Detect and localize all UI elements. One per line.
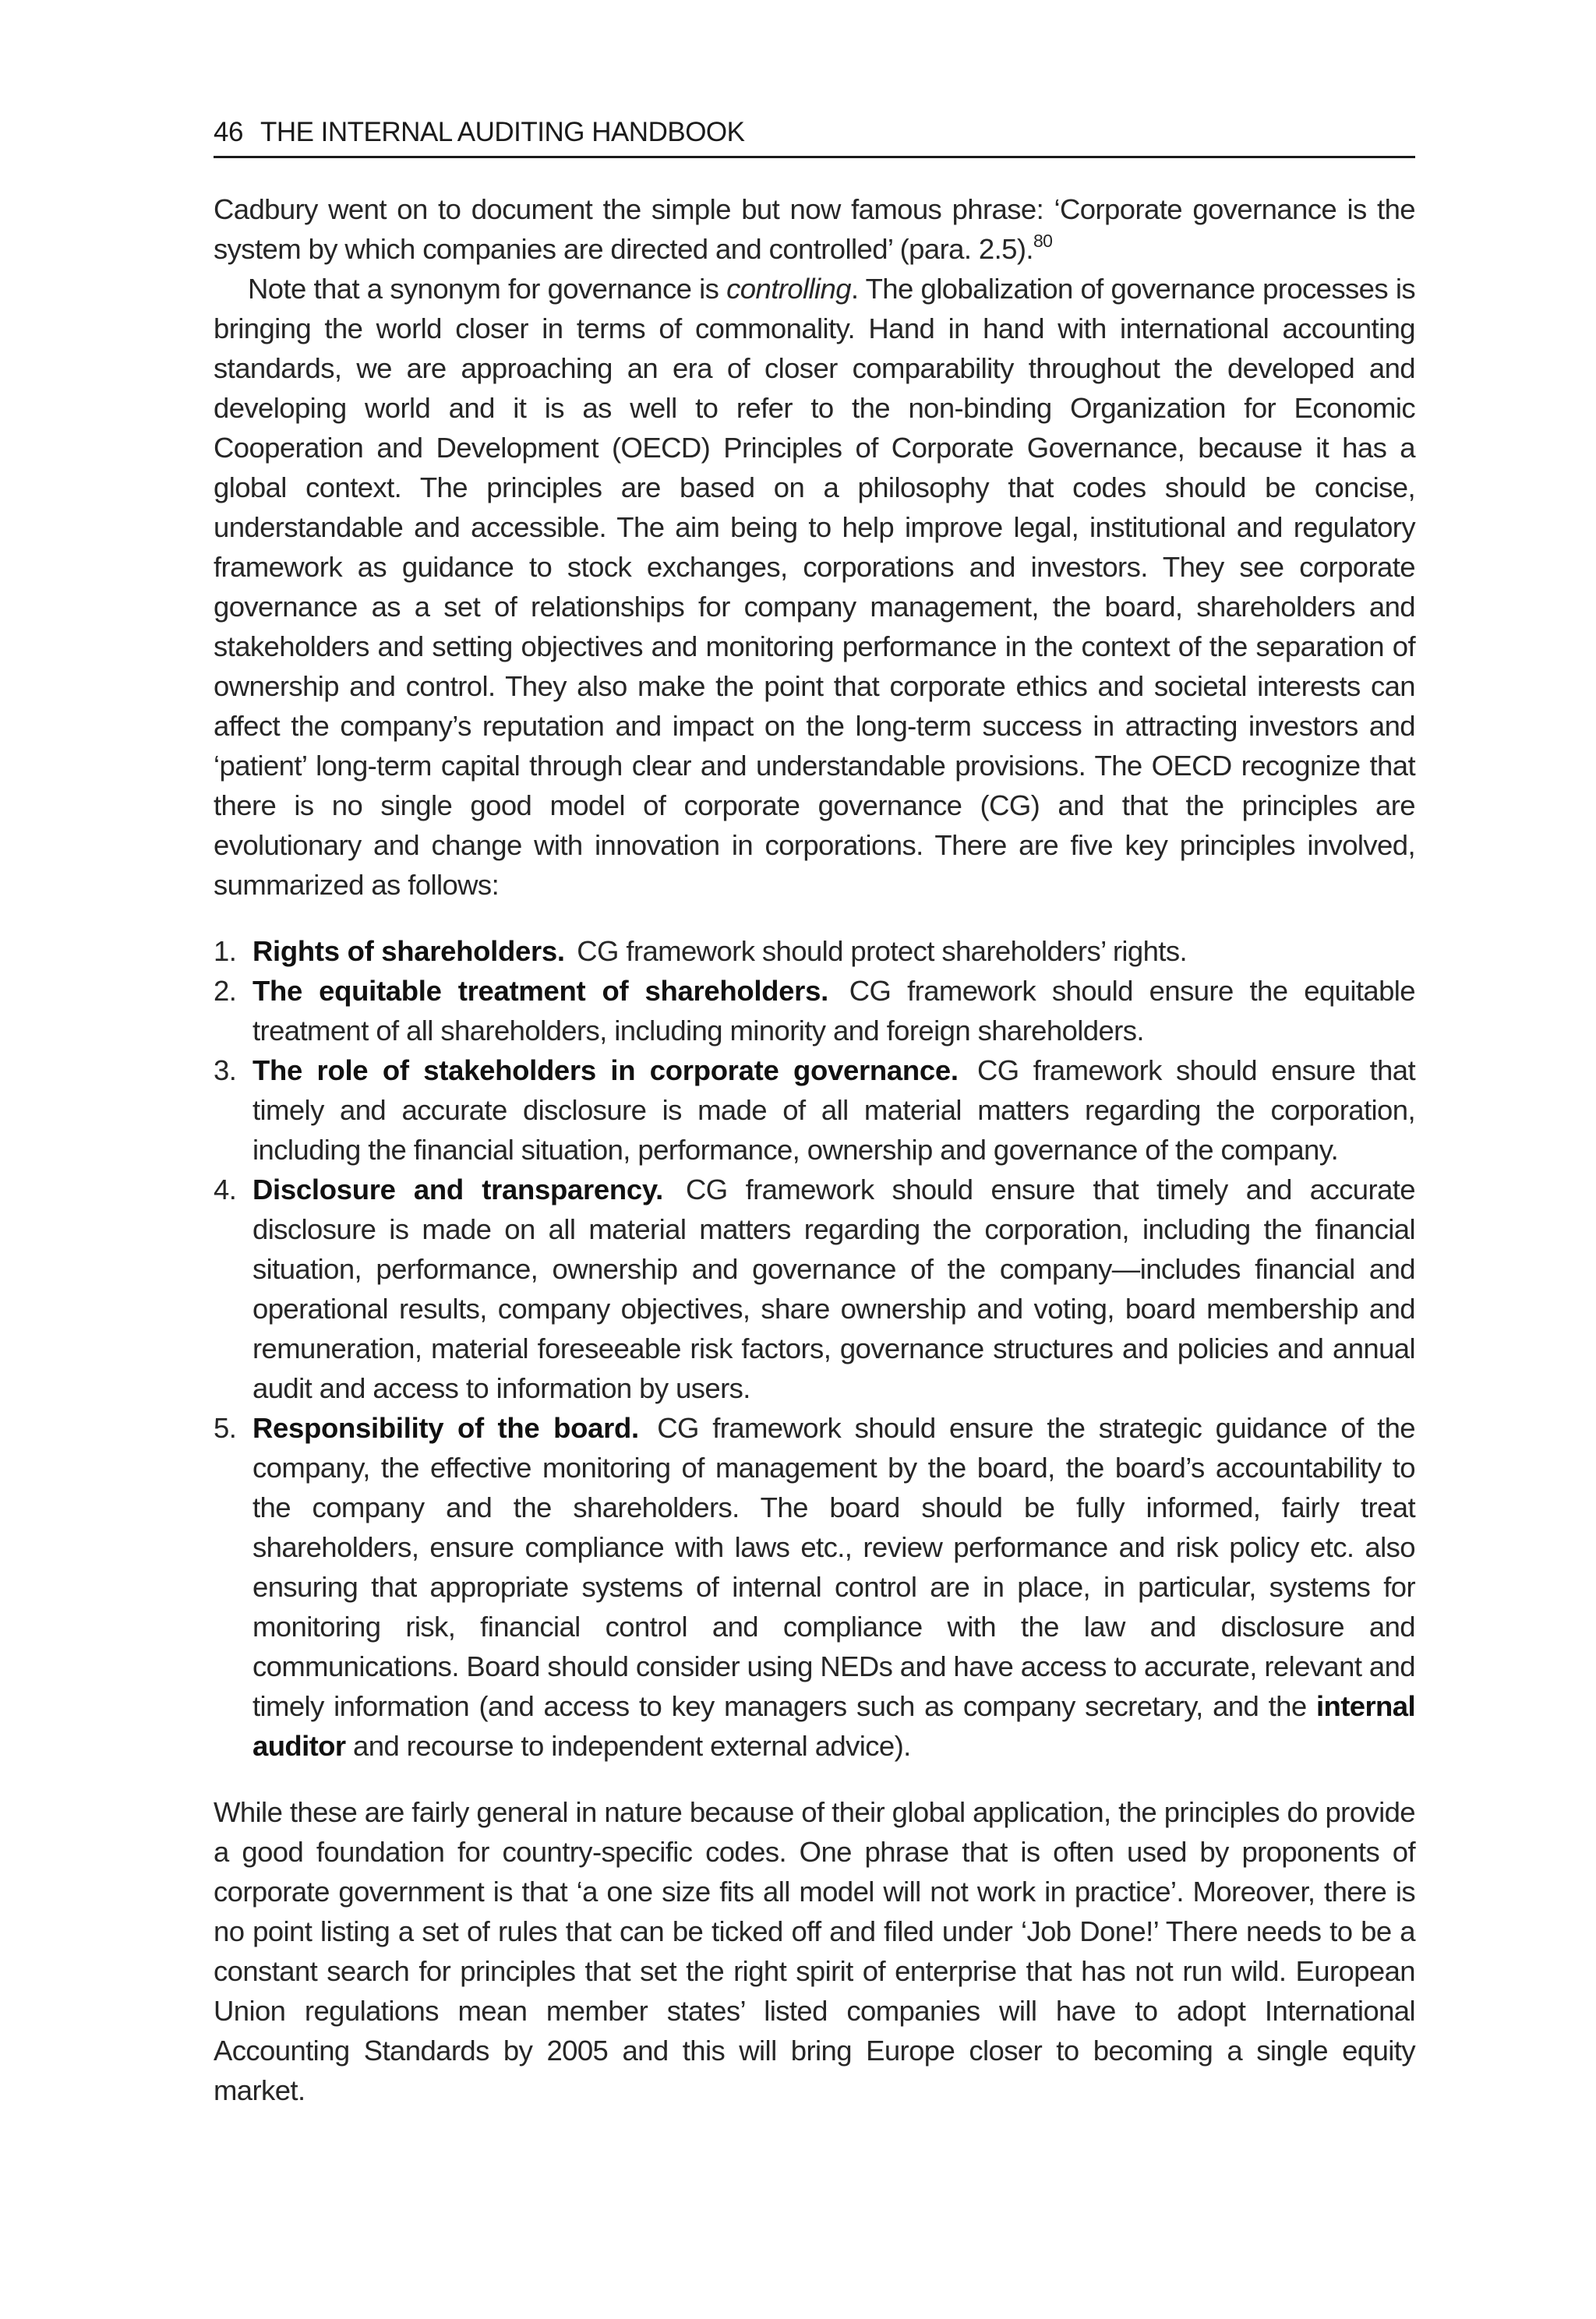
list-item — [214, 971, 1415, 1050]
list-item — [214, 931, 1415, 971]
paragraph-closing — [214, 1792, 1415, 2110]
principle-term: The equitable treatment of shareholders. — [252, 975, 828, 1007]
paragraph-text: While these are fairly general in nature because of their global application, the principles do provide a good foundation for country-specific codes. One phrase that is often used by proponents of corporate government is that ‘a one size fits all model will not work in practice’. Moreover, there is no point listing a set of rules that can be ticked off and filed under ‘Job Done!’ There needs to be a constant search for principles that set the right spirit of enterprise that has not run wild. European Union regulations mean member states’ listed companies will have to adopt International Accounting Standards by 2005 and this will bring Europe closer to becoming a single equity market. — [214, 1796, 1415, 2106]
running-head — [214, 117, 1415, 158]
list-number: 3. — [214, 1054, 237, 1086]
principle-term: Responsibility of the board. — [252, 1412, 639, 1444]
inline-bold-term: internal auditor — [252, 1690, 1415, 1762]
principle-text: CG framework should ensure that timely and accurate disclosure is made on all material matters regarding the corporation, including the financial situation, performance, ownership and governance of the company—includes financial and operational results, company objectives, share ownership and voting, board membership and remuneration, material foreseeable risk factors, governance structures and policies and annual audit and access to information by users. — [252, 1174, 1416, 1404]
paragraph-rest: . The globalization of governance processes is bringing the world closer in terms of commonality. Hand in hand with international accounting standards, we are approaching an era of closer comparability throughout the developed and developing world and it is as well to refer to the non-binding Organization for Economic Cooperation and Development (OECD) Principles of Corporate Governance, because it has a global context. The principles are based on a philosophy that codes should be concise, understandable and accessible. The aim being to help improve legal, institutional and regulatory framework as guidance to stock exchanges, corporations and investors. They see corporate governance as a set of relationships for company management, the board, shareholders and stakeholders and setting objectives and monitoring performance in the context of the separation of ownership and control. They also make the point that corporate ethics and societal interests can affect the company’s reputation and impact on the long-term success in attracting investors and ‘patient’ long-term capital through clear and understandable provisions. The OECD recognize that there is no single good model of corporate governance (CG) and that the principles are evolutionary and change with innovation in corporations. There are five key principles involved, summarized as follows: — [214, 273, 1416, 901]
list-item — [214, 1170, 1415, 1408]
principle-text: CG framework should ensure that timely and accurate disclosure is made of all material matters regarding the corporation, including the financial situation, performance, ownership and governance of the company. — [252, 1054, 1415, 1166]
paragraph-text: Cadbury went on to document the simple but now famous phrase: ‘Corporate governance is the system by which companies are directed and controlled’ (para. 2.5). — [214, 193, 1415, 265]
book-title: THE INTERNAL AUDITING HANDBOOK — [260, 117, 745, 147]
principle-term: Rights of shareholders. — [252, 935, 565, 967]
page — [214, 117, 1415, 2110]
principle-text: CG framework should protect shareholders’ rights. — [577, 935, 1188, 967]
body-text — [214, 189, 1415, 2110]
paragraph-cadbury — [214, 189, 1415, 269]
list-number: 4. — [214, 1174, 237, 1205]
principles-list — [214, 931, 1415, 1766]
list-number: 1. — [214, 935, 237, 967]
list-item — [214, 1408, 1415, 1766]
principle-term: The role of stakeholders in corporate governance. — [252, 1054, 959, 1086]
footnote-ref: 80 — [1033, 231, 1053, 251]
principle-text: CG framework should ensure the strategic guidance of the company, the effective monitoring of management by the board, the board’s accountability to the company and the shareholders. The board should be fully informed, fairly treat shareholders, ensure compliance with laws etc., review performance and risk policy etc. also ensuring that appropriate systems of internal control are in place, in particular, systems for monitoring risk, financial control and compliance with the law and disclosure and communications. Board should consider using NEDs and have access to accurate, relevant and timely information (and access to key managers such as company secretary, and the — [252, 1412, 1416, 1722]
paragraph-lead: Note that a synonym for governance is — [248, 273, 727, 305]
principle-term: Disclosure and transparency. — [252, 1174, 664, 1205]
page-number: 46 — [214, 117, 243, 147]
list-item — [214, 1050, 1415, 1170]
list-number: 5. — [214, 1412, 237, 1444]
paragraph-oecd — [214, 269, 1415, 905]
principle-text-after: and recourse to independent external advice). — [345, 1730, 911, 1762]
principle-text: CG framework should ensure the equitable treatment of all shareholders, including minority and foreign shareholders. — [252, 975, 1415, 1047]
list-number: 2. — [214, 975, 237, 1007]
italic-term: controlling — [726, 273, 851, 305]
